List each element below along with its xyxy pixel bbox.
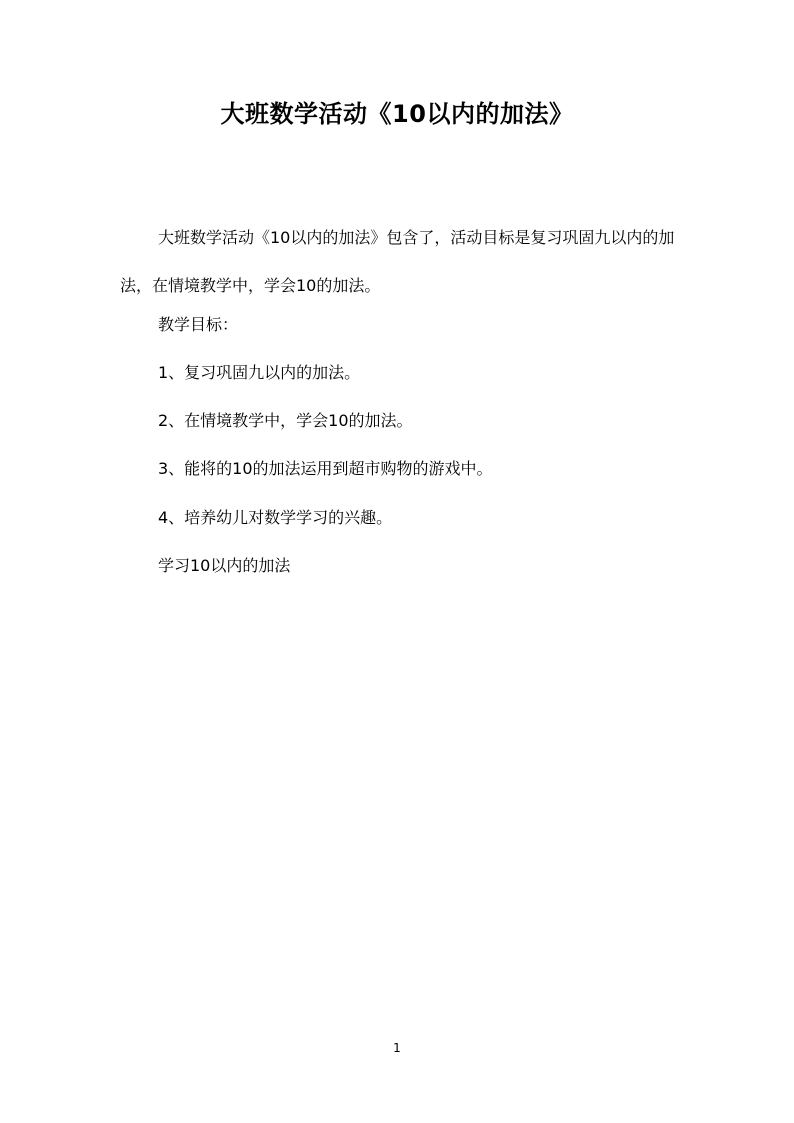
document-title: 大班数学活动《10以内的加法》 bbox=[220, 100, 574, 128]
goal-item-1: 1、复习巩固九以内的加法。 bbox=[158, 363, 361, 382]
topic-line: 学习10以内的加法 bbox=[158, 556, 291, 575]
goal-item-2: 2、在情境教学中，学会10的加法。 bbox=[158, 411, 413, 430]
goal-item-4: 4、培养幼儿对数学学习的兴趣。 bbox=[158, 508, 393, 527]
page-number: 1 bbox=[393, 1041, 401, 1055]
goal-item-3: 3、能将的10的加法运用到超市购物的游戏中。 bbox=[158, 459, 493, 478]
goals-heading: 教学目标： bbox=[158, 315, 239, 334]
intro-paragraph: 大班数学活动《10以内的加法》包含了，活动目标是复习巩固九以内的加法，在情境教学中，学会10的加法。 bbox=[120, 228, 675, 295]
